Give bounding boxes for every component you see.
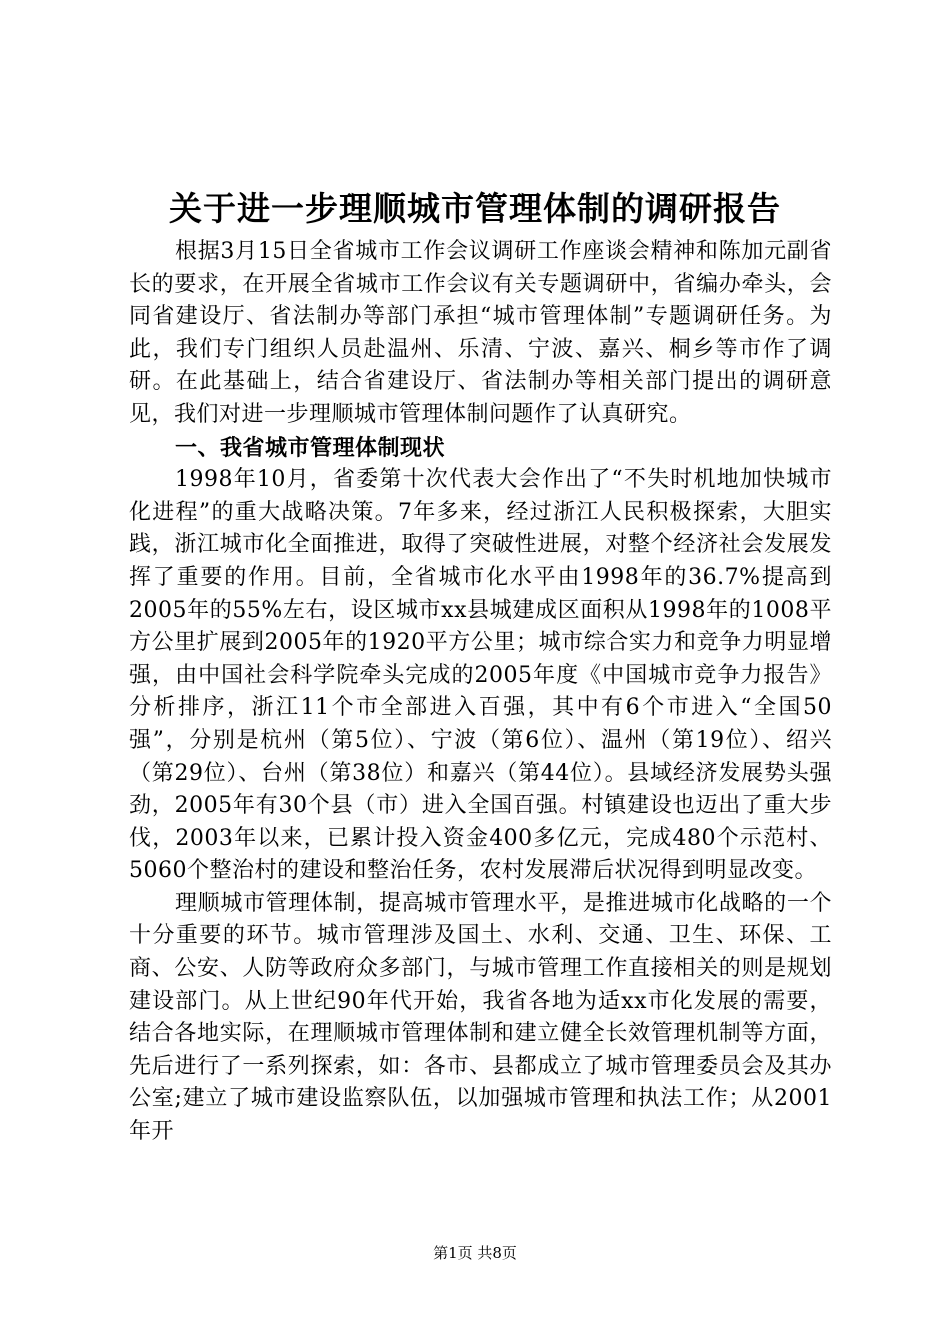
section-heading: 一、我省城市管理体制现状 [175,434,446,461]
document-title: 关于进一步理顺城市管理体制的调研报告 [169,189,781,228]
paragraph-status: 1998年10月，省委第十次代表大会作出了“不失时机地加快城市化进程”的重大战略决策。7年多来，经过浙江人民积极探索，大胆实践，浙江城市化全面推进，取得了突破性进展，对整个经济社会发展发挥了重要的作用。目前，全省城市化水平由1998年的36.7%提高到2005年的55%左右，设区城市xx县城建成区面积从1998年的1008平方公里扩展到2005年的1920平方公里；城市综合实力和竞争力明显增强，由中国社会科学院牵头完成的2005年度《中国城市竞争力报告》分析排序，浙江11个市全部进入百强，其中有6个市进入“全国50强”，分别是杭州（第5位）、宁波（第6位）、温州（第19位）、绍兴（第29位）、台州（第38位）和嘉兴（第44位）。县域经济发展势头强劲，2005年有30个县（市）进入全国百强。村镇建设也迈出了重大步伐，2003年以来，已累计投入资金400多亿元，完成480个示范村、5060个整治村的建设和整治任务，农村发展滞后状况得到明显改变。 [129,467,832,884]
page-footer: 第1页 共8页 [433,1244,517,1262]
paragraph-intro: 根据3月15日全省城市工作会议调研工作座谈会精神和陈加元副省长的要求，在开展全省城市工作会议有关专题调研中，省编办牵头，会同省建设厅、省法制办等部门承担“城市管理体制”专题调研任务。为此，我们专门组织人员赴温州、乐清、宁波、嘉兴、桐乡等市作了调研。在此基础上，结合省建设厅、省法制办等相关部门提出的调研意见，我们对进一步理顺城市管理体制问题作了认真研究。 [129,239,832,427]
paragraph-management: 理顺城市管理体制，提高城市管理水平，是推进城市化战略的一个十分重要的环节。城市管理涉及国土、水利、交通、卫生、环保、工商、公安、人防等政府众多部门，与城市管理工作直接相关的则是规划建设部门。从上世纪90年代开始，我省各地为适xx市化发展的需要，结合各地实际，在理顺城市管理体制和建立健全长效管理机制等方面，先后进行了一系列探索，如：各市、县都成立了城市管理委员会及其办公室;建立了城市建设监察队伍，以加强城市管理和执法工作；从2001年开 [129,890,832,1145]
document-body [129,236,832,1149]
